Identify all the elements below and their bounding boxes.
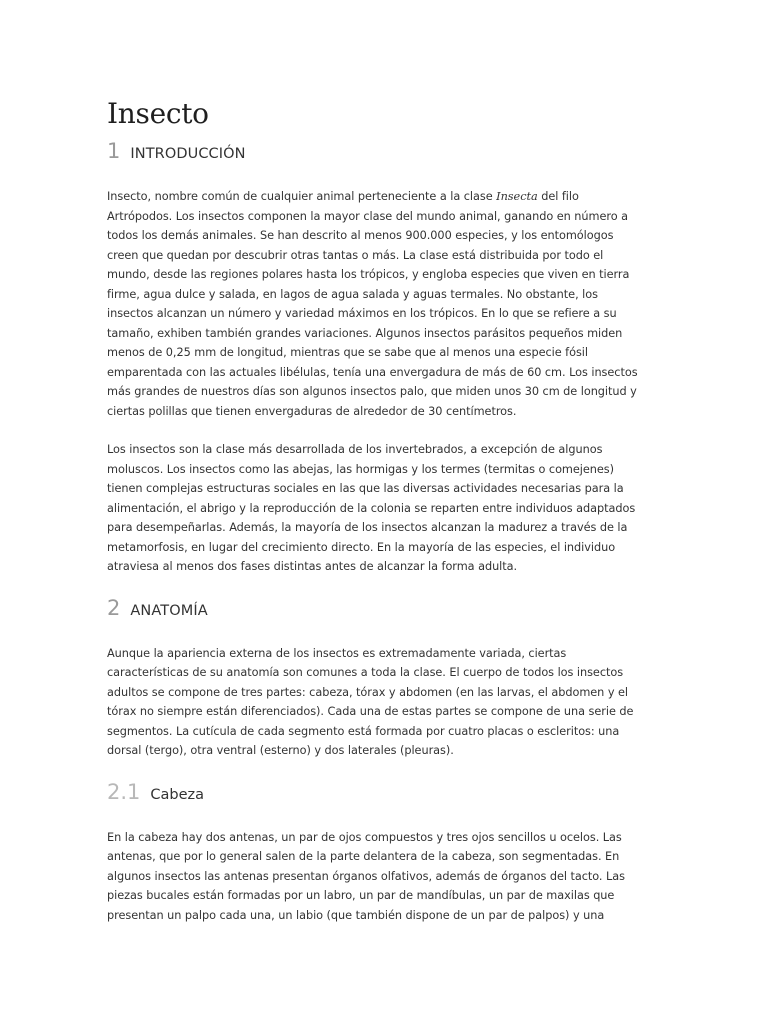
subsection-number: 2.1 <box>107 779 141 804</box>
section-number: 1 <box>107 139 121 163</box>
paragraph-introduccion-2: Los insectos son la clase más desarrollada de los invertebrados, a excepción de algunos moluscos. Los insectos como las abejas, las hormigas y los termes (termitas o comejenes) tienen complejas estructuras sociales en las que las diversas actividades necesarias para la alimentación, el abrigo y la reproducción de la colonia se reparten entre individuos adaptados para desempeñarlas. Además, la mayoría de los insectos alcanzan la madurez a través de la metamorfosis, en lugar del crecimiento directo. En la mayoría de las especies, el individuo atraviesa al menos dos fases distintas antes de alcanzar la forma adulta. <box>107 443 636 573</box>
paragraph-cabeza-1: En la cabeza hay dos antenas, un par de ojos compuestos y tres ojos sencillos u ocelos. Las antenas, que por lo general salen de la parte delantera de la cabeza, son segmentadas. En algunos insectos las antenas presentan órganos olfativos, además de órganos del tacto. Las piezas bucales están formadas por un labro, un par de mandíbulas, un par de maxilas que presentan un palpo cada una, un labio (que también dispone de un par de palpos) y una <box>107 830 625 922</box>
section-heading-anatomia <box>107 595 639 624</box>
section-label: INTRODUCCIÓN <box>130 146 246 162</box>
subsection-heading-cabeza <box>107 779 639 808</box>
section-heading-introduccion <box>107 138 639 167</box>
italic-term: Insecta <box>496 190 538 203</box>
document-page <box>107 96 639 925</box>
paragraph-anatomia-1: Aunque la apariencia externa de los insectos es extremadamente variada, ciertas características de su anatomía son comunes a toda la clase. El cuerpo de todos los insectos adultos se compone de tres partes: cabeza, tórax y abdomen (en las larvas, el abdomen y el tórax no siempre están diferenciados). Cada una de estas partes se compone de una serie de segmentos. La cutícula de cada segmento está formada por cuatro placas o escleritos: una dorsal (tergo), otra ventral (esterno) y dos laterales (pleuras). <box>107 646 634 757</box>
subsection-label: Cabeza <box>150 786 205 803</box>
paragraph-text: Insecto, nombre común de cualquier animal perteneciente a la clase <box>107 190 497 203</box>
document-title: Insecto <box>107 97 209 130</box>
paragraph-text: del filo Artrópodos. Los insectos componen la mayor clase del mundo animal, ganando en número a todos los demás animales. Se han descrito al menos 900.000 especies, y los entomólogos creen que quedan por descubrir otras tantas o más. La clase está distribuida por todo el mundo, desde las regiones polares hasta los trópicos, y engloba especies que viven en tierra firme, agua dulce y salada, en lagos de agua salada y aguas termales. No obstante, los insectos alcanzan un número y variedad máximos en los trópicos. En lo que se refiere a su tamaño, exhiben también grandes variaciones. Algunos insectos parásitos pequeños miden menos de 0,25 mm de longitud, mientras que se sabe que al menos una especie fósil emparentada con las actuales libélulas, tenía una envergadura de más de 60 cm. Los insectos más grandes de nuestros días son algunos insectos palo, que miden unos 30 cm de longitud y ciertas polillas que tienen envergaduras de alrededor de 30 centímetros. <box>107 190 638 418</box>
paragraph-introduccion-1 <box>107 187 639 421</box>
section-label: ANATOMÍA <box>130 602 208 619</box>
section-number: 2 <box>107 595 121 620</box>
